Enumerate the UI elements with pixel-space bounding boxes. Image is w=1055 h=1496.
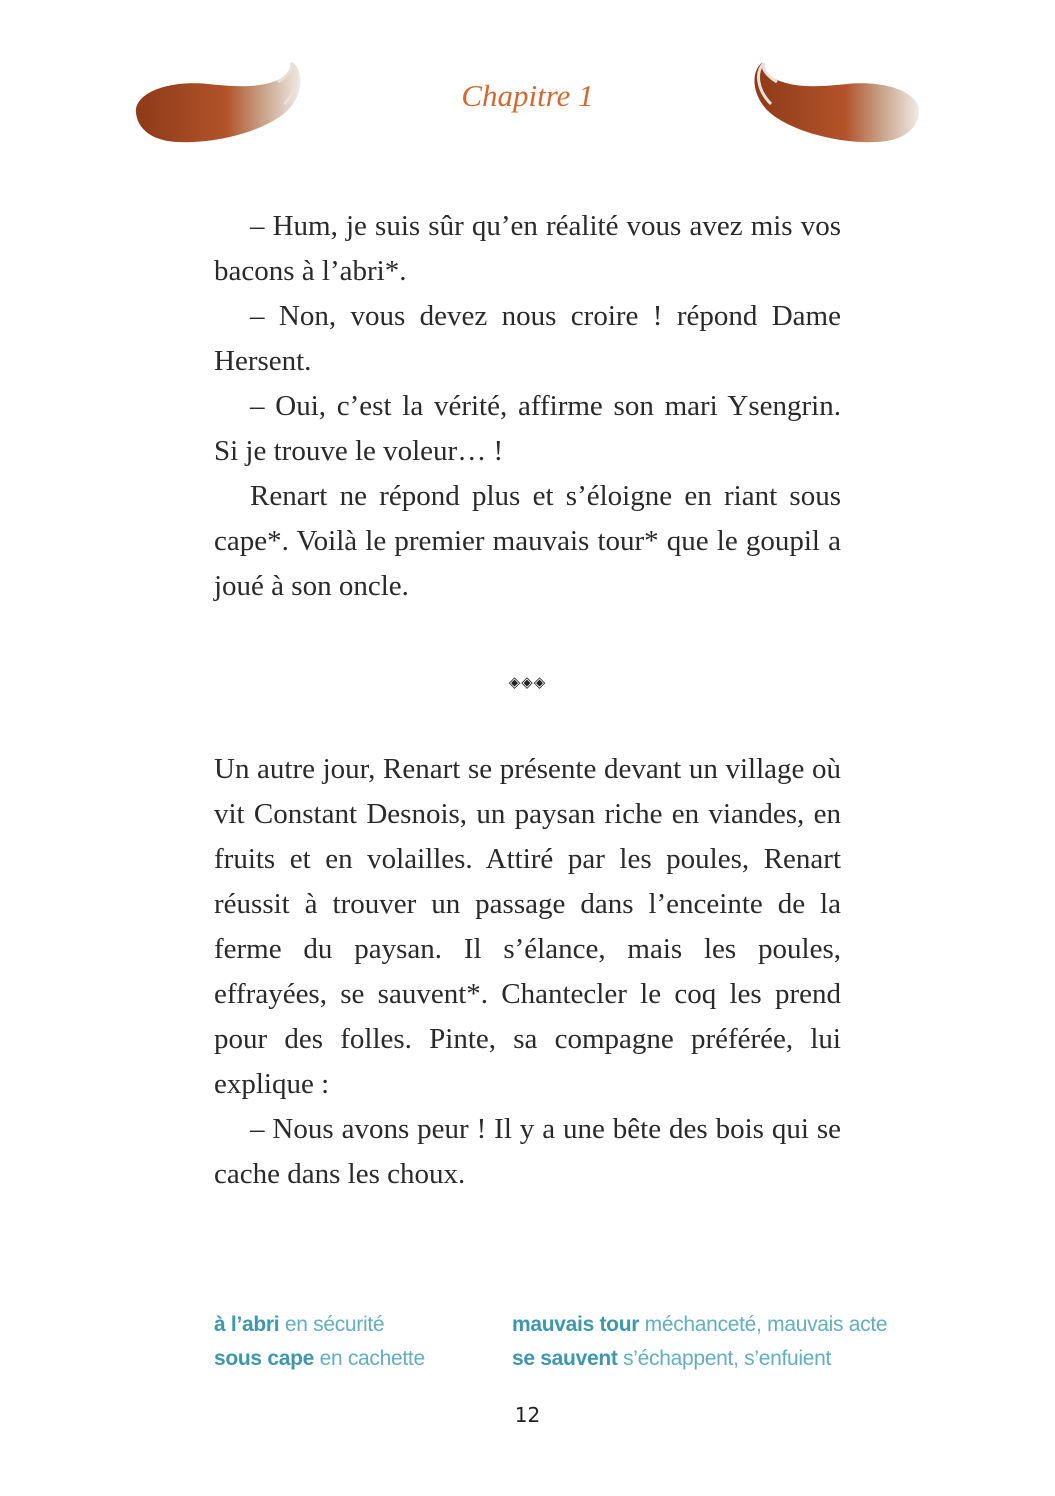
glossary-left bbox=[214, 1308, 425, 1376]
glossary-definition: en cachette bbox=[319, 1347, 425, 1370]
glossary-term: se sauvent bbox=[512, 1347, 618, 1370]
paragraph: – Non, vous devez nous croire ! répond Dame Hersent. bbox=[214, 300, 841, 377]
paragraph: Un autre jour, Renart se présente devant un village où vit Constant Desnois, un paysan riche en viandes, en fruits et en volailles. Attiré par les poules, Renart réussit à trouver un passage dans l’enceinte de la ferme du paysan. Il s’élance, mais les poules, effrayées, se sauvent*. Chantecler le coq les prend pour des folles. Pinte, sa compagne préférée, lui explique : bbox=[214, 753, 841, 1100]
glossary-right bbox=[512, 1308, 887, 1376]
section-separator: ◈◈◈ bbox=[508, 673, 547, 691]
glossary-term: à l’abri bbox=[214, 1313, 280, 1336]
chapter-title: Chapitre 1 bbox=[461, 78, 594, 113]
text-block-1 bbox=[214, 204, 841, 609]
glossary-entry bbox=[512, 1308, 887, 1342]
glossary-entry bbox=[214, 1308, 425, 1342]
glossary-entry bbox=[512, 1342, 887, 1376]
page-number: 12 bbox=[514, 1403, 541, 1427]
paragraph: – Oui, c’est la vérité, affirme son mari Ysengrin. Si je trouve le voleur… ! bbox=[214, 390, 841, 467]
paragraph: – Hum, je suis sûr qu’en réalité vous avez mis vos bacons à l’abri*. bbox=[214, 210, 841, 287]
text-block-2 bbox=[214, 747, 841, 1197]
glossary-term: sous cape bbox=[214, 1347, 315, 1370]
glossary-definition: méchanceté, mauvais acte bbox=[644, 1313, 888, 1336]
glossary-term: mauvais tour bbox=[512, 1313, 640, 1336]
glossary-entry bbox=[214, 1342, 425, 1376]
paragraph: – Nous avons peur ! Il y a une bête des bois qui se cache dans les choux. bbox=[214, 1113, 841, 1190]
paragraph: Renart ne répond plus et s’éloigne en riant sous cape*. Voilà le premier mauvais tour* que le goupil a joué à son oncle. bbox=[214, 480, 841, 602]
glossary-definition: s’échappent, s’enfuient bbox=[623, 1347, 832, 1370]
glossary-definition: en sécurité bbox=[284, 1313, 385, 1336]
